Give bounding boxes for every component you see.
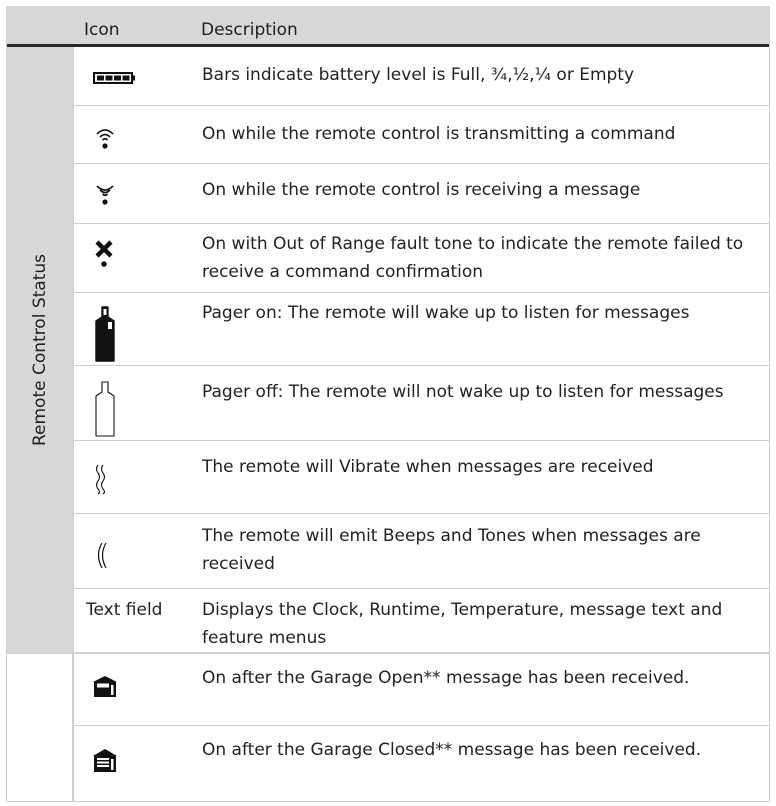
icon-column-header: Icon [84,20,120,40]
table-row [73,224,769,293]
table-row [73,106,769,164]
table-row [73,514,769,589]
transmit-icon [92,124,118,150]
table-row [73,164,769,224]
table-row [73,653,769,726]
table-row [73,293,769,366]
pager-on-icon [93,305,117,363]
sound-icon [92,540,114,572]
icon-table [6,6,770,802]
row-description: On while the remote control is transmitting a command [202,124,676,144]
vibrate-icon [92,463,114,495]
garage-open-icon [91,675,119,699]
section-label: Remote Control Status [30,253,50,447]
row-description: On with Out of Range fault tone to indicate the remote failed to receive a command confirmation [202,234,744,282]
section-remote-control-status [7,47,73,653]
row-description: Pager off: The remote will not wake up to listen for messages [202,382,724,402]
table-row [73,589,769,653]
section-garage [7,653,73,801]
row-description: Displays the Clock, Runtime, Temperature, message text and feature menus [202,600,723,648]
row-description: The remote will emit Beeps and Tones when messages are received [202,526,701,574]
row-description: The remote will Vibrate when messages are received [202,457,654,477]
table-row [73,366,769,441]
row-description: On after the Garage Closed** message has been received. [202,740,702,760]
receive-icon [92,180,118,206]
row-description: On while the remote control is receiving a message [202,180,641,200]
table-row [73,726,769,801]
garage-closed-icon [91,748,119,774]
battery-icon [93,72,137,84]
out-of-range-icon [92,238,116,270]
table-row [73,441,769,514]
text-field-label: Text field [86,600,163,620]
table-row [73,47,769,106]
row-description: Bars indicate battery level is Full, ¾,½,¼ or Empty [202,65,635,85]
description-column-header: Description [201,20,298,40]
pager-off-icon [93,380,117,438]
row-description: On after the Garage Open** message has been received. [202,668,690,688]
row-description: Pager on: The remote will wake up to listen for messages [202,303,690,323]
table-header [7,7,769,47]
